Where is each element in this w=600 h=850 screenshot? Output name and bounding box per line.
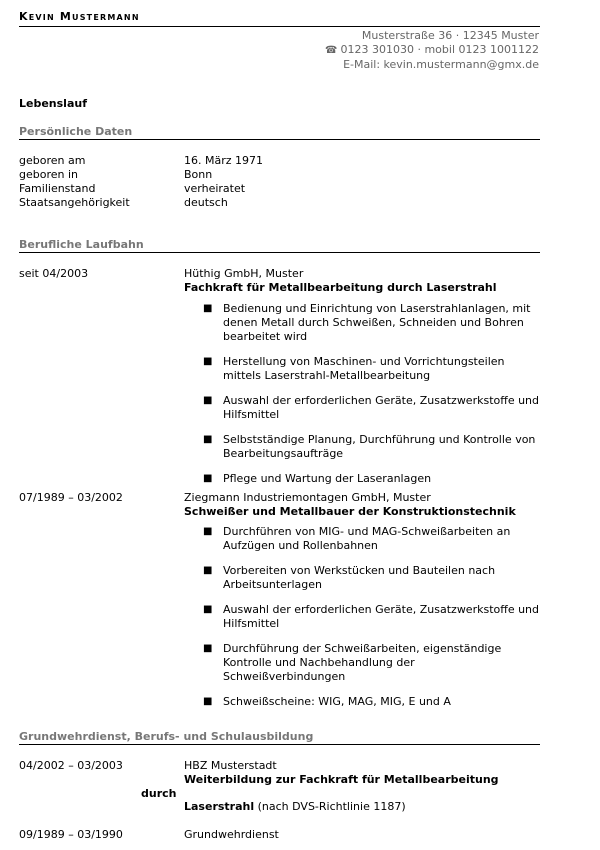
applicant-name: Kevin Mustermann bbox=[19, 10, 140, 23]
section-heading-education: Grundwehrdienst, Berufs- und Schulausbildung bbox=[19, 730, 540, 745]
list-item bbox=[184, 564, 540, 592]
task-text: Auswahl der erforderlichen Geräte, Zusatzwerkstoffe und Hilfsmittel bbox=[223, 394, 540, 421]
bullet-icon: ■ bbox=[203, 643, 213, 654]
education-title-wrap: durch bbox=[141, 787, 177, 800]
bullet-icon: ■ bbox=[203, 473, 213, 484]
address: Musterstraße 36 · 12345 Muster bbox=[361, 29, 539, 42]
education-period: 09/1989 – 03/1990 bbox=[19, 828, 123, 841]
section-heading-career: Berufliche Laufbahn bbox=[19, 238, 540, 253]
task-text: Auswahl der erforderlichen Geräte, Zusatzwerkstoffe und Hilfsmittel bbox=[223, 603, 540, 630]
education-title-note: (nach DVS-Richtlinie 1187) bbox=[254, 800, 406, 813]
bullet-icon: ■ bbox=[203, 395, 213, 406]
list-item bbox=[184, 525, 540, 553]
education-title-bold: Laserstrahl bbox=[184, 800, 255, 813]
task-text: Herstellung von Maschinen- und Vorrichtungsteilen mittels Laserstrahl-Metallbearbeitung bbox=[223, 355, 505, 382]
task-text: Schweißscheine: WIG, MAG, MIG, E und A bbox=[223, 695, 451, 708]
job-company: Ziegmann Industriemontagen GmbH, Muster bbox=[184, 491, 431, 504]
personal-value: Bonn bbox=[184, 168, 213, 181]
personal-label: Familienstand bbox=[19, 182, 96, 195]
bullet-icon: ■ bbox=[203, 696, 213, 707]
personal-label: geboren am bbox=[19, 154, 86, 167]
job-company: Hüthig GmbH, Muster bbox=[184, 267, 304, 280]
list-item bbox=[184, 695, 540, 709]
bullet-icon: ■ bbox=[203, 303, 213, 314]
bullet-icon: ■ bbox=[203, 356, 213, 367]
bullet-icon: ■ bbox=[203, 565, 213, 576]
bullet-icon: ■ bbox=[203, 604, 213, 615]
job-period: 07/1989 – 03/2002 bbox=[19, 491, 123, 504]
contact-block bbox=[325, 29, 539, 72]
education-title: Weiterbildung zur Fachkraft für Metallbearbeitung bbox=[184, 773, 499, 786]
education-period: 04/2002 – 03/2003 bbox=[19, 759, 123, 772]
job-position: Fachkraft für Metallbearbeitung durch Laserstrahl bbox=[184, 281, 497, 294]
task-text: Durchführung der Schweißarbeiten, eigenständige Kontrolle und Nachbehandlung der Schweißverbindungen bbox=[223, 642, 502, 683]
job-period: seit 04/2003 bbox=[19, 267, 89, 280]
bullet-icon: ■ bbox=[203, 526, 213, 537]
section-heading-personal: Persönliche Daten bbox=[19, 125, 540, 140]
task-list bbox=[184, 302, 540, 497]
education-institution: Grundwehrdienst bbox=[184, 828, 279, 841]
list-item bbox=[184, 642, 540, 684]
education-title-cont bbox=[184, 800, 540, 814]
task-text: Selbstständige Planung, Durchführung und Kontrolle von Bearbeitungsaufträge bbox=[223, 433, 536, 460]
task-text: Pflege und Wartung der Laseranlagen bbox=[223, 472, 432, 485]
phone-line bbox=[325, 43, 539, 58]
task-list bbox=[184, 525, 540, 720]
list-item bbox=[184, 433, 540, 461]
personal-value: deutsch bbox=[184, 196, 228, 209]
email: E-Mail: kevin.mustermann@gmx.de bbox=[343, 58, 539, 71]
list-item bbox=[184, 603, 540, 631]
bullet-icon: ■ bbox=[203, 434, 213, 445]
list-item bbox=[184, 355, 540, 383]
header-divider bbox=[19, 26, 540, 27]
job-position: Schweißer und Metallbauer der Konstruktionstechnik bbox=[184, 505, 516, 518]
task-text: Vorbereiten von Werkstücken und Bauteilen nach Arbeitsunterlagen bbox=[223, 564, 496, 591]
personal-label: geboren in bbox=[19, 168, 79, 181]
document-title: Lebenslauf bbox=[19, 97, 87, 110]
education-institution: HBZ Musterstadt bbox=[184, 759, 277, 772]
phone-numbers: 0123 301030 · mobil 0123 1001122 bbox=[340, 43, 539, 56]
list-item bbox=[184, 472, 540, 486]
list-item bbox=[184, 394, 540, 422]
personal-value: verheiratet bbox=[184, 182, 246, 195]
personal-value: 16. März 1971 bbox=[184, 154, 264, 167]
phone-icon: ☎ bbox=[325, 45, 338, 56]
task-text: Bedienung und Einrichtung von Laserstrahlanlagen, mit denen Metall durch Schweißen, Schneiden und Bohren bearbeitet wird bbox=[223, 302, 531, 343]
task-text: Durchführen von MIG- und MAG-Schweißarbeiten an Aufzügen und Rollenbahnen bbox=[223, 525, 511, 552]
personal-label: Staatsangehörigkeit bbox=[19, 196, 130, 209]
list-item bbox=[184, 302, 540, 344]
